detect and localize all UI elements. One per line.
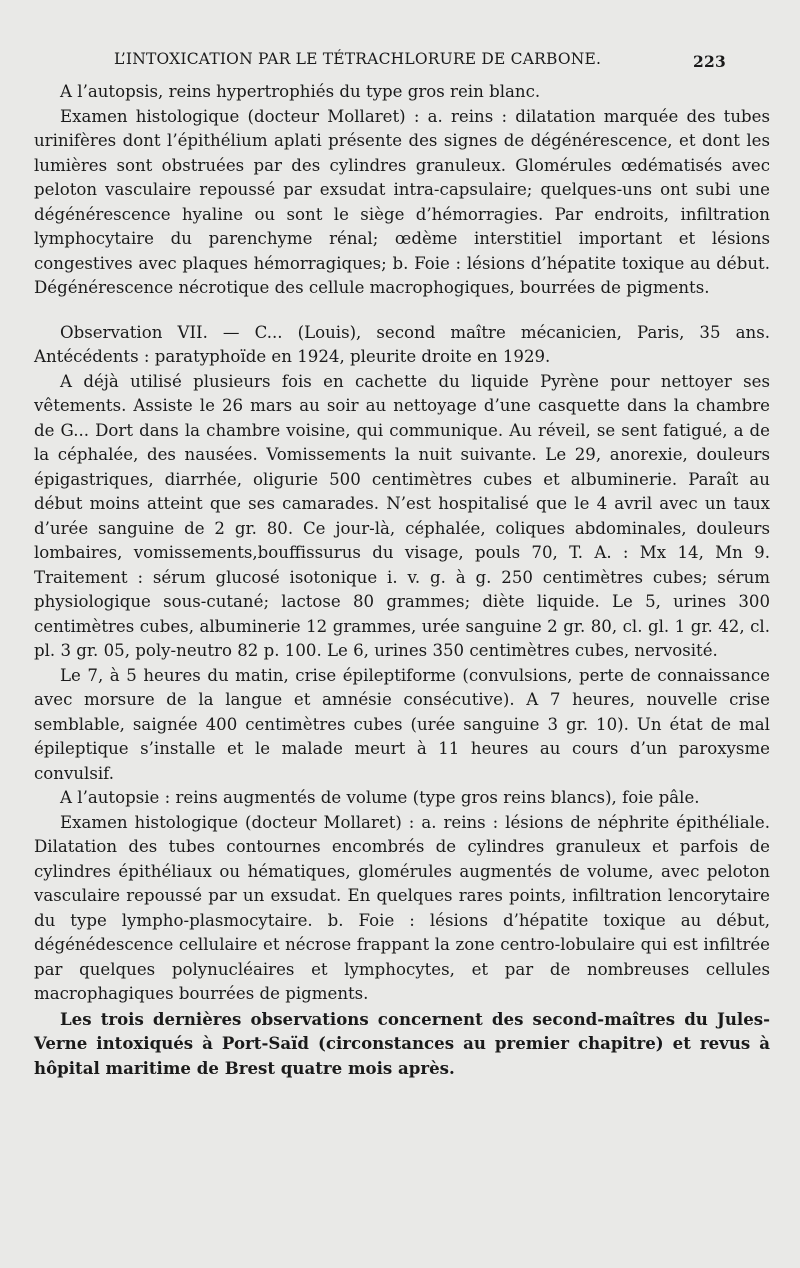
paragraph-closing: Les trois dernières observations concernent des second-maîtres du Jules-Verne intoxiqués à Port-Saïd (circonstances au premier chapitre) et revus à hôpital maritime de Brest quatre mois après. (34, 1008, 770, 1078)
page-number: 223 (693, 52, 726, 71)
paragraph-observation-vii: Observation VII. — C... (Louis), second maître mécanicien, Paris, 35 ans. Antécédents : paratyphoïde en 1924, pleurite droite en 1929. (34, 322, 770, 366)
paragraph-autopsy-1: A l’autopsis, reins hypertrophiés du type gros rein blanc. (60, 82, 541, 101)
paragraph-histology-2: Examen histologique (docteur Mollaret) : a. reins : lésions de néphrite épithéliale. Dilatation des tubes contournes encombrés de cylindres granuleux et parfois de cylindres épithéliaux ou hématiques, glomérules augmentés de volume, avec peloton vasculaire repoussé par un exsudat. En quelques rares points, infiltration lencorytaire du type lympho-plasmocytaire. b. Foie : lésions d’hépatite toxique au début, dégénédescence cellulaire et nécrose frappant la zone centro-lobulaire qui est infiltrée par quelques polynucléaires et lymphocytes, et par de nombreuses cellules macrophagiques bourrées de pigments. (34, 812, 770, 1003)
paragraph-history: A déjà utilisé plusieurs fois en cachette du liquide Pyrène pour nettoyer ses vêtements. Assiste le 26 mars au soir au nettoyage d’une casquette dans la chambre de G... Dort dans la chambre voisine, qui communique. Au réveil, se sent fatigué, a de la céphalée, des nausées. Vomissements la nuit suivante. Le 29, anorexie, douleurs épigastriques, diarrhée, oligurie 500 centimètres cubes et albuminerie. Paraît au début moins atteint que ses camarades. N’est hospitalisé que le 4 avril avec un taux d’urée sanguine de 2 gr. 80. Ce jour-là, céphalée, coliques abdominales, douleurs lombaires, vomissements,bouffissurus du visage, pouls 70, T. A. : Mx 14, Mn 9. Traitement : sérum glucosé isotonique i. v. g. à g. 250 centimètres cubes; sérum physiologique sous-cutané; lactose 80 grammes; diète liquide. Le 5, urines 300 centimètres cubes, albuminerie 12 grammes, urée sanguine 2 gr. 80, cl. gl. 1 gr. 42, cl. pl. 3 gr. 05, poly-neutro 82 p. 100. Le 6, urines 350 centimètres cubes, nervosité. (34, 371, 770, 660)
paragraph-autopsy-2: A l’autopsie : reins augmentés de volume (type gros reins blancs), foie pâle. (60, 788, 700, 807)
running-header (34, 46, 770, 80)
running-title: L’INTOXICATION PAR LE TÉTRACHLORURE DE CARBONE. (114, 50, 602, 68)
paragraph-crisis: Le 7, à 5 heures du matin, crise épileptiforme (convulsions, perte de connaissance avec morsure de la langue et amnésie consécutive). A 7 heures, nouvelle crise semblable, saignée 400 centimètres cubes (urée sanguine 3 gr. 10). Un état de mal épileptique s’installe et le malade meurt à 11 heures au cours d’un paroxysme convulsif. (34, 665, 770, 783)
paragraph-histology-1: Examen histologique (docteur Mollaret) : a. reins : dilatation marquée des tubes urinifères dont l’épithélium aplati présente des signes de dégénérescence, et dont les lumières sont obstruées par des cylindres granuleux. Glomérules œdématisés avec peloton vasculaire repoussé par exsudat intra-capsulaire; quelques-uns ont subi une dégénérescence hyaline ou sont le siège d’hémorragies. Par endroits, infiltration lymphocytaire du parenchyme rénal; œdème interstitiel important et lésions congestives avec plaques hémorragiques; b. Foie : lésions d’hépatite toxique au début. Dégénérescence nécrotique des cellule macrophogiques, bourrées de pigments. (34, 106, 770, 297)
